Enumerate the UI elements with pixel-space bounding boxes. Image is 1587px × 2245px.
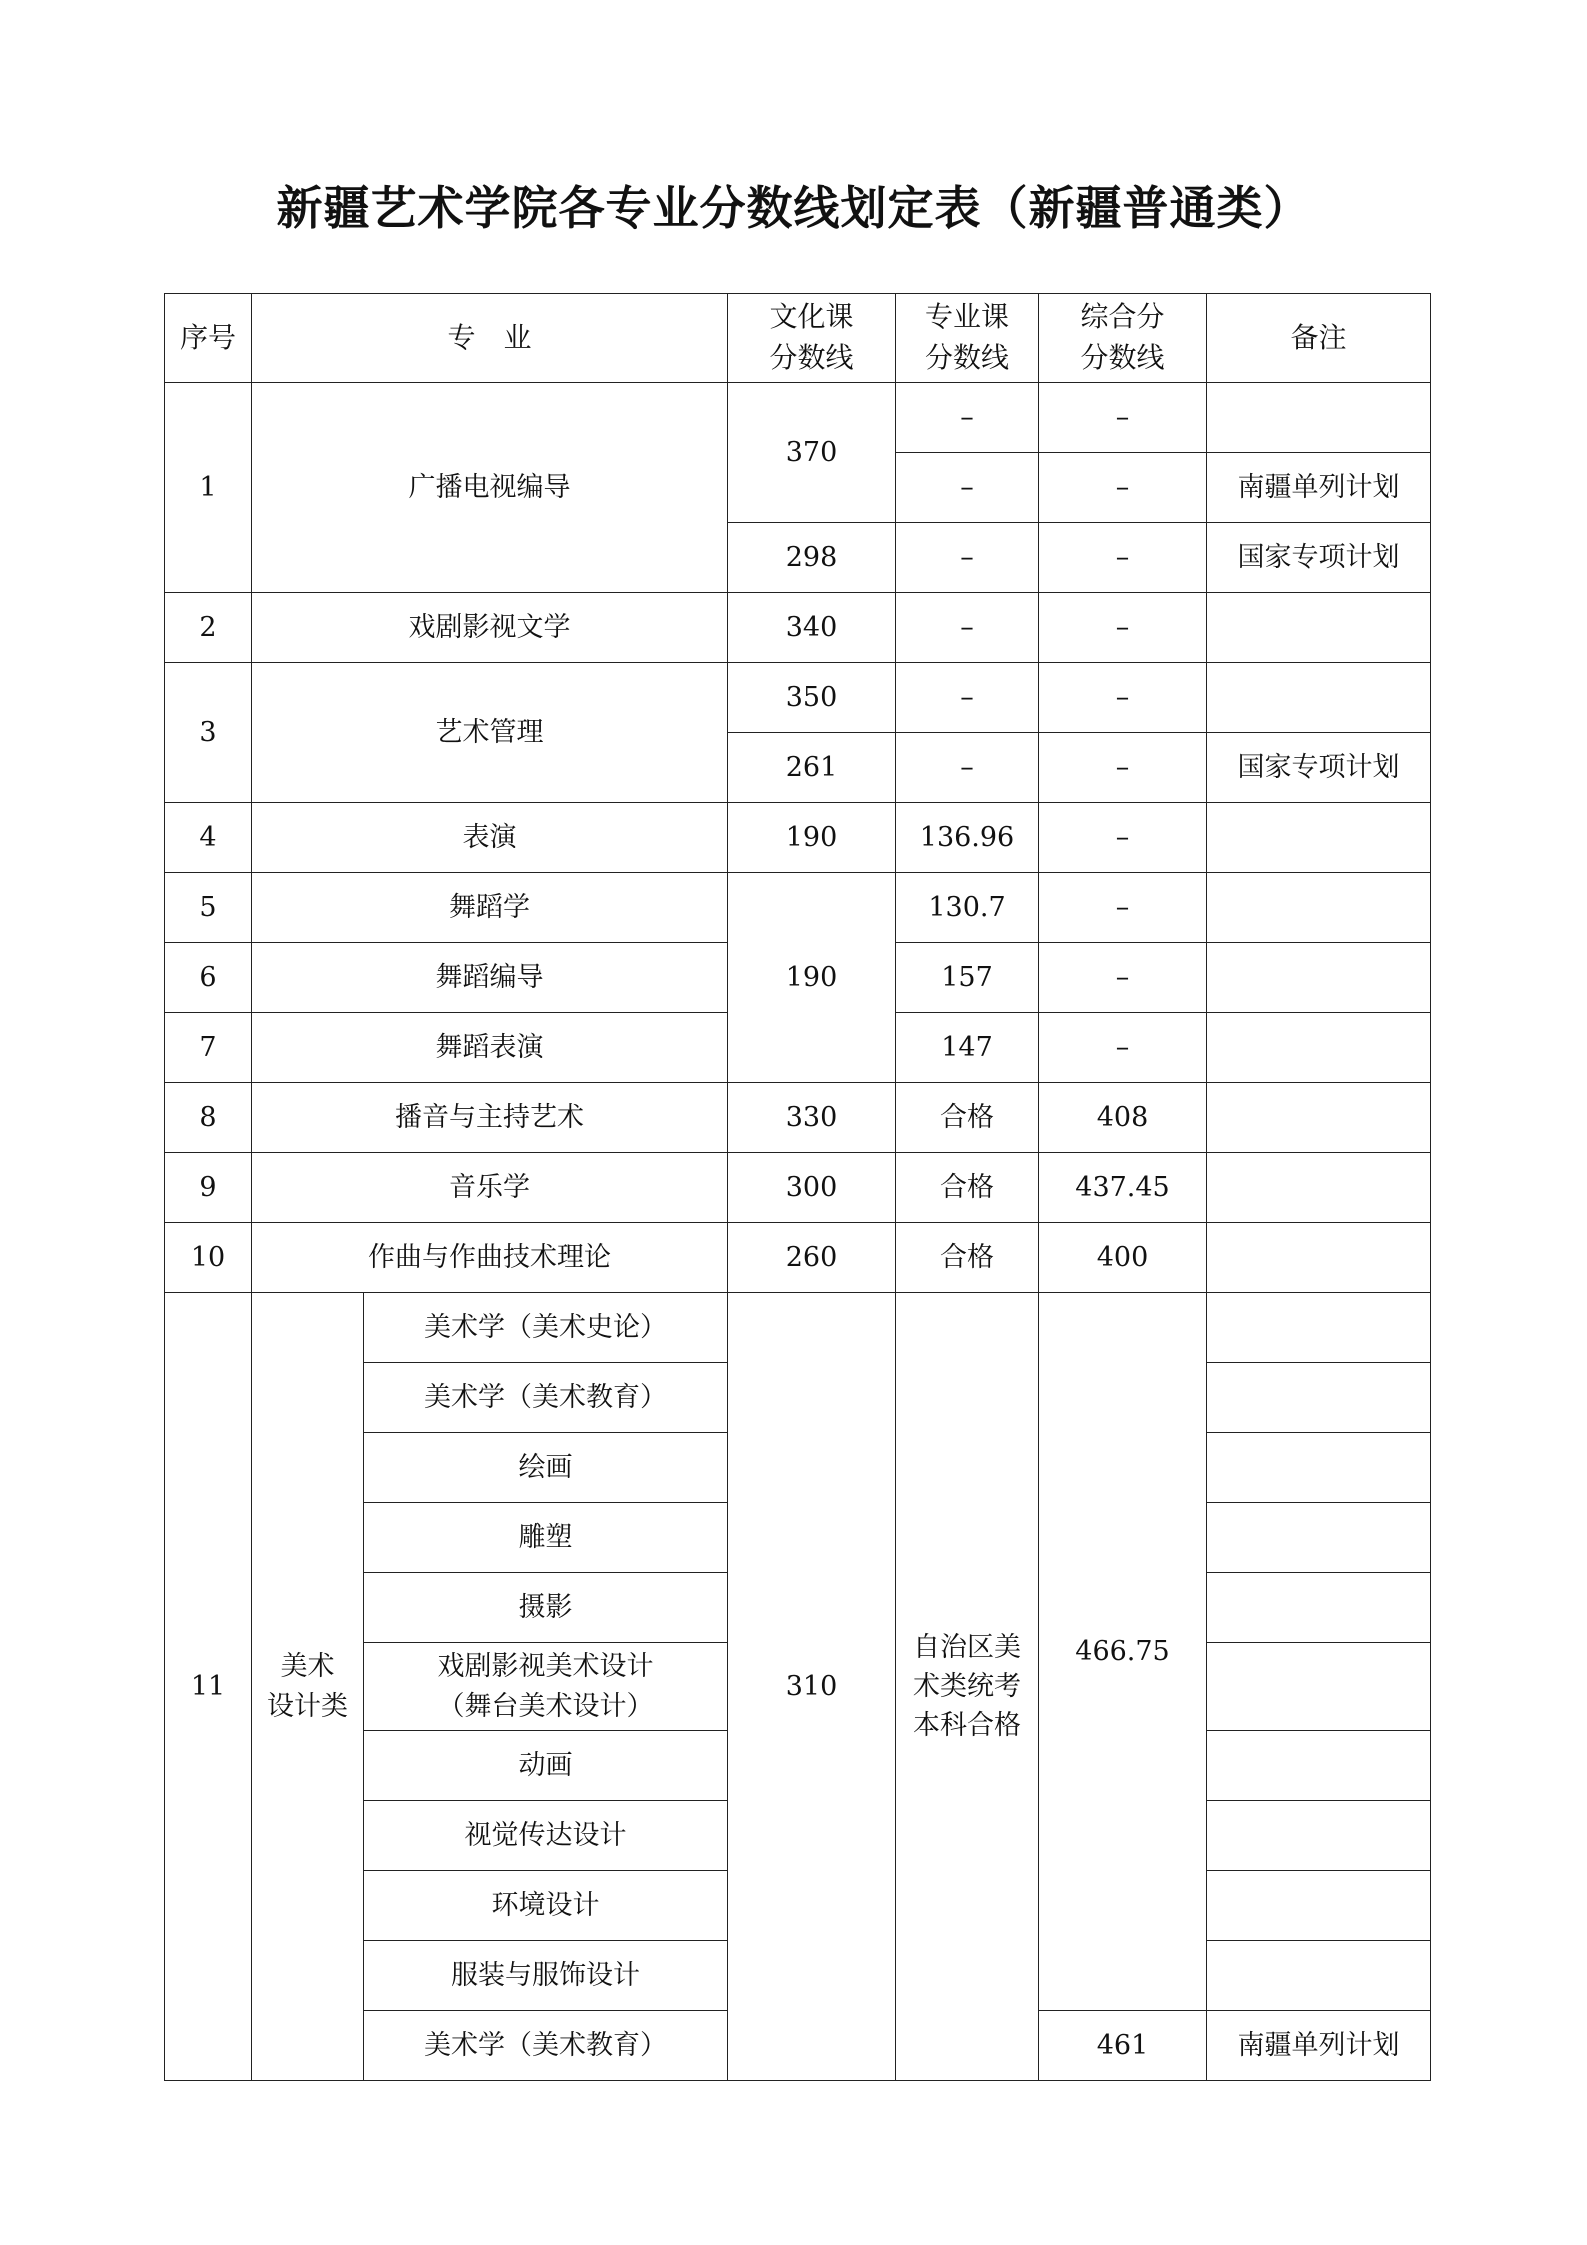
row-major: 广播电视编导 [252,383,728,593]
remark [1207,663,1431,733]
profession-score: 136.96 [896,803,1039,873]
remark [1207,1013,1431,1083]
remark [1207,1731,1431,1801]
remark: 国家专项计划 [1207,733,1431,803]
sub-major: 美术学（美术教育） [364,2011,728,2081]
remark [1207,1871,1431,1941]
row-no: 2 [165,593,252,663]
row-no: 4 [165,803,252,873]
composite-score: 466.75 [1039,1293,1207,2011]
row-major: 艺术管理 [252,663,728,803]
row-major: 戏剧影视文学 [252,593,728,663]
table-row [165,1083,1431,1153]
culture-score: 190 [728,803,896,873]
sub-major: 雕塑 [364,1503,728,1573]
profession-score: – [896,383,1039,453]
culture-score: 261 [728,733,896,803]
score-table [164,293,1431,2081]
sub-major: 美术学（美术教育） [364,1363,728,1433]
sub-major: 环境设计 [364,1871,728,1941]
row-no: 5 [165,873,252,943]
composite-score: 461 [1039,2011,1207,2081]
culture-score: 370 [728,383,896,523]
remark: 南疆单列计划 [1207,453,1431,523]
row-major: 播音与主持艺术 [252,1083,728,1153]
header-remark: 备注 [1207,294,1431,383]
table-row [165,1223,1431,1293]
profession-score: – [896,593,1039,663]
profession-score: – [896,733,1039,803]
row-no: 3 [165,663,252,803]
profession-score: 合格 [896,1223,1039,1293]
table-row [165,1293,1431,1363]
remark [1207,1223,1431,1293]
table-row [165,803,1431,873]
table-row [165,383,1431,453]
remark [1207,383,1431,453]
composite-score: – [1039,453,1207,523]
culture-score: 310 [728,1293,896,2081]
row-no: 1 [165,383,252,593]
sub-major: 摄影 [364,1573,728,1643]
sub-major: 美术学（美术史论） [364,1293,728,1363]
sub-major: 服装与服饰设计 [364,1941,728,2011]
row-major: 舞蹈表演 [252,1013,728,1083]
profession-score: 157 [896,943,1039,1013]
culture-score: 300 [728,1153,896,1223]
composite-score: – [1039,593,1207,663]
composite-score: – [1039,523,1207,593]
profession-score: 147 [896,1013,1039,1083]
composite-score: – [1039,383,1207,453]
row-group: 美术 设计类 [252,1293,364,2081]
remark [1207,1573,1431,1643]
remark [1207,1153,1431,1223]
composite-score: – [1039,663,1207,733]
culture-score: 298 [728,523,896,593]
profession-score: 合格 [896,1153,1039,1223]
remark: 国家专项计划 [1207,523,1431,593]
remark [1207,1293,1431,1363]
culture-score: 330 [728,1083,896,1153]
profession-score: – [896,663,1039,733]
remark [1207,1801,1431,1871]
table-row [165,593,1431,663]
row-no: 11 [165,1293,252,2081]
row-major: 表演 [252,803,728,873]
row-major: 作曲与作曲技术理论 [252,1223,728,1293]
culture-score: 340 [728,593,896,663]
remark [1207,1503,1431,1573]
table-row [165,1153,1431,1223]
sub-major: 视觉传达设计 [364,1801,728,1871]
sub-major: 戏剧影视美术设计 （舞台美术设计） [364,1643,728,1731]
header-profession: 专业课 分数线 [896,294,1039,383]
row-no: 7 [165,1013,252,1083]
profession-score: – [896,523,1039,593]
composite-score: – [1039,1013,1207,1083]
remark [1207,593,1431,663]
remark [1207,1433,1431,1503]
profession-score: 合格 [896,1083,1039,1153]
remark [1207,1083,1431,1153]
header-row [165,294,1431,383]
composite-score: – [1039,733,1207,803]
header-culture: 文化课 分数线 [728,294,896,383]
composite-score: – [1039,873,1207,943]
row-no: 9 [165,1153,252,1223]
header-no: 序号 [165,294,252,383]
table-row [165,873,1431,943]
header-composite: 综合分 分数线 [1039,294,1207,383]
profession-score: 自治区美 术类统考 本科合格 [896,1293,1039,2081]
remark [1207,1643,1431,1731]
row-no: 8 [165,1083,252,1153]
row-major: 舞蹈编导 [252,943,728,1013]
composite-score: – [1039,803,1207,873]
profession-score: 130.7 [896,873,1039,943]
culture-score: 190 [728,873,896,1083]
page-title: 新疆艺术学院各专业分数线划定表（新疆普通类） [276,181,1311,235]
remark [1207,943,1431,1013]
row-no: 6 [165,943,252,1013]
composite-score: 408 [1039,1083,1207,1153]
culture-score: 260 [728,1223,896,1293]
remark: 南疆单列计划 [1207,2011,1431,2081]
composite-score: – [1039,943,1207,1013]
row-major: 舞蹈学 [252,873,728,943]
remark [1207,1941,1431,2011]
remark [1207,803,1431,873]
row-major: 音乐学 [252,1153,728,1223]
row-no: 10 [165,1223,252,1293]
header-major: 专 业 [252,294,728,383]
profession-score: – [896,453,1039,523]
remark [1207,1363,1431,1433]
sub-major: 动画 [364,1731,728,1801]
table-row [165,663,1431,733]
remark [1207,873,1431,943]
culture-score: 350 [728,663,896,733]
composite-score: 437.45 [1039,1153,1207,1223]
composite-score: 400 [1039,1223,1207,1293]
sub-major: 绘画 [364,1433,728,1503]
